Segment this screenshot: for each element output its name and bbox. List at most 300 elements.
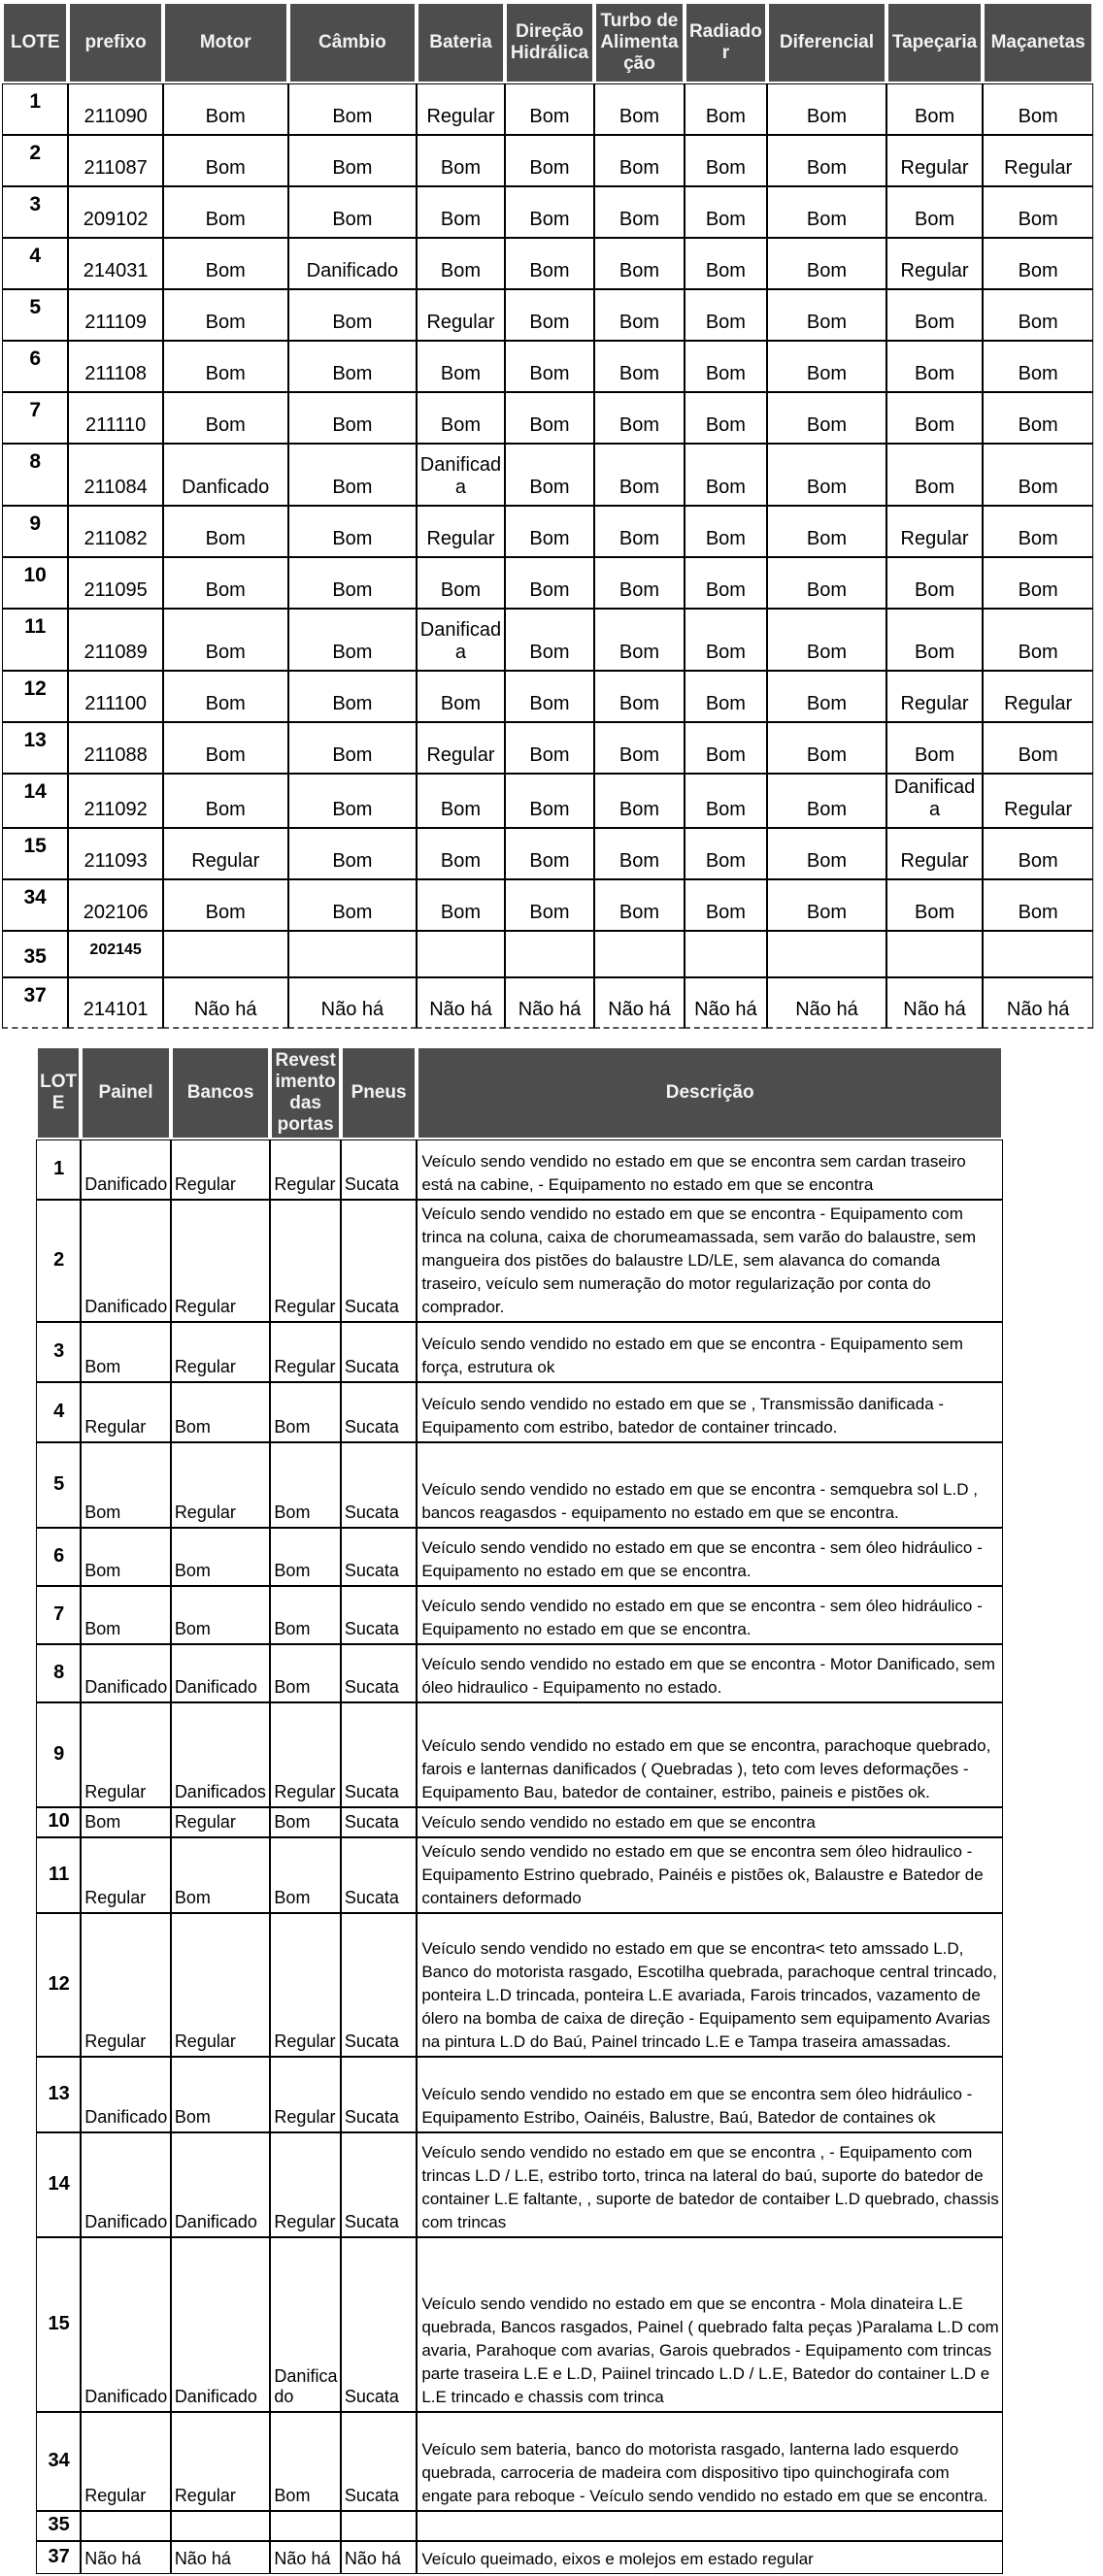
diferencial-cell: Bom [767,186,886,238]
bancos-cell: Regular [171,1200,271,1322]
bateria-cell: Bom [417,879,504,931]
macanetas-cell [983,931,1093,977]
table-row [36,1382,1003,1442]
cambio-cell: Bom [288,506,418,557]
descricao-cell: Veículo sendo vendido no estado em que se encontra sem óleo hidraulico - Equipamento Estrino quebrado, Painéis e pistões ok, Balaustre e Batedor de containers deformado [417,1837,1003,1913]
direcao-cell: Bom [505,506,594,557]
vehicle-mechanical-condition-table [2,2,1093,1029]
header-bateria: Bateria [417,2,504,83]
tapecaria-cell: Regular [886,135,984,186]
motor-cell: Bom [163,671,288,722]
bancos-cell: Danificados [171,1702,271,1807]
cambio-cell: Bom [288,557,418,609]
table-row [2,722,1093,774]
table1-header-row [2,2,1093,83]
pneus-cell: Sucata [341,2412,417,2511]
pneus-cell: Sucata [341,1322,417,1382]
direcao-cell: Bom [505,186,594,238]
motor-cell: Bom [163,506,288,557]
motor-cell: Não há [163,977,288,1029]
motor-cell: Bom [163,557,288,609]
bateria-cell: Regular [417,506,504,557]
table-row [36,2412,1003,2511]
cambio-cell: Bom [288,341,418,392]
macanetas-cell: Bom [983,879,1093,931]
cambio-cell: Bom [288,879,418,931]
diferencial-cell: Bom [767,392,886,444]
radiador-cell: Bom [685,609,767,671]
cambio-cell: Bom [288,609,418,671]
lote-cell: 2 [2,135,68,186]
pneus-cell [341,2511,417,2541]
descricao-cell: Veículo sendo vendido no estado em que se encontra - Motor Danificado, sem óleo hidraulico - Equipamento no estado. [417,1644,1003,1702]
lote-cell: 13 [36,2057,81,2132]
direcao-cell: Bom [505,238,594,289]
revestimento-cell: Bom [270,1382,340,1442]
pneus-cell: Sucata [341,1807,417,1837]
turbo-cell: Bom [594,828,684,879]
cambio-cell: Bom [288,83,418,135]
bancos-cell [171,2511,271,2541]
direcao-cell: Bom [505,135,594,186]
tapecaria-cell [886,931,984,977]
painel-cell: Bom [81,1322,171,1382]
turbo-cell: Bom [594,238,684,289]
pneus-cell: Sucata [341,1702,417,1807]
prefixo-cell: 211110 [68,392,163,444]
descricao-cell [417,2511,1003,2541]
descricao-cell: Veículo sendo vendido no estado em que se encontra - sem óleo hidráulico - Equipamento no estado em que se encontra. [417,1528,1003,1586]
header-diferencial: Diferencial [767,2,886,83]
table-row [2,83,1093,135]
table-row [2,444,1093,506]
painel-cell: Danificado [81,2057,171,2132]
bateria-cell: Bom [417,341,504,392]
pneus-cell: Sucata [341,2132,417,2237]
tapecaria-cell: Regular [886,828,984,879]
pneus-cell: Sucata [341,1644,417,1702]
pneus-cell: Não há [341,2541,417,2574]
table-row [2,828,1093,879]
table-row [2,341,1093,392]
diferencial-cell: Bom [767,879,886,931]
motor-cell: Bom [163,83,288,135]
descricao-cell: Veículo sendo vendido no estado em que se encontra , - Equipamento com trincas L.D / L.E, estribo torto, trinca na lateral do baú, suporte do batedor de container L.E faltante, , suporte de batedor de contaiber L.D quebrado, chassis com trincas [417,2132,1003,2237]
direcao-cell: Bom [505,774,594,828]
turbo-cell: Bom [594,135,684,186]
lote-cell: 9 [36,1702,81,1807]
header-painel: Painel [81,1046,171,1139]
table2-body [36,1139,1003,2574]
bancos-cell: Danificado [171,2132,271,2237]
table-row [2,506,1093,557]
turbo-cell: Bom [594,289,684,341]
table-row [36,1139,1003,1200]
macanetas-cell: Bom [983,722,1093,774]
bancos-cell: Regular [171,1139,271,1200]
painel-cell: Regular [81,1913,171,2057]
turbo-cell [594,931,684,977]
descricao-cell: Veículo sem bateria, banco do motorista rasgado, lanterna lado esquerdo quebrada, carroceria de madeira com dispositivo tipo quinchogirafa com engate para reboque - Veículo sendo vendido no estado em que se encontra. [417,2412,1003,2511]
revestimento-cell: Bom [270,1837,340,1913]
pneus-cell: Sucata [341,1528,417,1586]
prefixo-cell: 202145 [68,931,163,977]
direcao-cell: Bom [505,392,594,444]
lote-cell: 1 [2,83,68,135]
table-row [2,238,1093,289]
revestimento-cell: Danificado [270,2237,340,2412]
table-row [2,557,1093,609]
descricao-cell: Veículo sendo vendido no estado em que se encontra - sem óleo hidráulico - Equipamento no estado em que se encontra. [417,1586,1003,1644]
turbo-cell: Bom [594,609,684,671]
bateria-cell: Danificada [417,444,504,506]
macanetas-cell: Bom [983,392,1093,444]
lote-cell: 5 [36,1442,81,1528]
table-row [36,1644,1003,1702]
descricao-cell: Veículo sendo vendido no estado em que se , Transmissão danificada - Equipamento com estribo, batedor de container trincado. [417,1382,1003,1442]
tapecaria-cell: Regular [886,506,984,557]
motor-cell [163,931,288,977]
header-cambio: Câmbio [288,2,418,83]
turbo-cell: Bom [594,83,684,135]
bancos-cell: Bom [171,1382,271,1442]
table-row [36,2057,1003,2132]
radiador-cell: Não há [685,977,767,1029]
painel-cell: Bom [81,1807,171,1837]
table-row [36,1913,1003,2057]
cambio-cell: Bom [288,186,418,238]
lote-cell: 8 [2,444,68,506]
descricao-cell: Veículo queimado, eixos e molejos em estado regular [417,2541,1003,2574]
lote-cell: 12 [36,1913,81,2057]
diferencial-cell: Bom [767,722,886,774]
cambio-cell: Danificado [288,238,418,289]
table-row [36,1442,1003,1528]
bancos-cell: Regular [171,2412,271,2511]
motor-cell: Bom [163,609,288,671]
radiador-cell: Bom [685,444,767,506]
tapecaria-cell: Bom [886,392,984,444]
radiador-cell: Bom [685,557,767,609]
cambio-cell: Bom [288,671,418,722]
revestimento-cell: Regular [270,1913,340,2057]
motor-cell: Danficado [163,444,288,506]
motor-cell: Regular [163,828,288,879]
bancos-cell: Danificado [171,2237,271,2412]
prefixo-cell: 211087 [68,135,163,186]
lote-cell: 3 [36,1322,81,1382]
direcao-cell: Bom [505,289,594,341]
lote-cell: 10 [36,1807,81,1837]
lote-cell: 34 [2,879,68,931]
lote-cell: 35 [2,931,68,977]
descricao-cell: Veículo sendo vendido no estado em que se encontra - Equipamento sem força, estrutura ok [417,1322,1003,1382]
radiador-cell: Bom [685,238,767,289]
prefixo-cell: 211093 [68,828,163,879]
revestimento-cell: Regular [270,1200,340,1322]
cambio-cell: Bom [288,828,418,879]
prefixo-cell: 214101 [68,977,163,1029]
turbo-cell: Bom [594,722,684,774]
tapecaria-cell: Bom [886,289,984,341]
revestimento-cell: Bom [270,1586,340,1644]
diferencial-cell [767,931,886,977]
pneus-cell: Sucata [341,1837,417,1913]
diferencial-cell: Bom [767,135,886,186]
bancos-cell: Bom [171,1528,271,1586]
turbo-cell: Bom [594,774,684,828]
table-row [2,186,1093,238]
lote-cell: 35 [36,2511,81,2541]
table-row [2,609,1093,671]
tapecaria-cell: Regular [886,238,984,289]
diferencial-cell: Bom [767,774,886,828]
bancos-cell: Regular [171,1442,271,1528]
revestimento-cell: Regular [270,1139,340,1200]
descricao-cell: Veículo sendo vendido no estado em que se encontra [417,1807,1003,1837]
lote-cell: 1 [36,1139,81,1200]
table-row [36,1837,1003,1913]
radiador-cell: Bom [685,83,767,135]
direcao-cell: Bom [505,722,594,774]
turbo-cell: Bom [594,392,684,444]
bateria-cell: Bom [417,557,504,609]
painel-cell [81,2511,171,2541]
turbo-cell: Bom [594,671,684,722]
descricao-cell: Veículo sendo vendido no estado em que se encontra sem cardan traseiro está na cabine, - Equipamento no estado em que se encontra [417,1139,1003,1200]
pneus-cell: Sucata [341,1200,417,1322]
turbo-cell: Não há [594,977,684,1029]
macanetas-cell: Bom [983,289,1093,341]
tapecaria-cell: Bom [886,557,984,609]
table-row [36,1528,1003,1586]
table-row [2,392,1093,444]
lote-cell: 6 [36,1528,81,1586]
macanetas-cell: Bom [983,83,1093,135]
diferencial-cell: Bom [767,289,886,341]
pneus-cell: Sucata [341,1442,417,1528]
painel-cell: Bom [81,1586,171,1644]
bancos-cell: Não há [171,2541,271,2574]
prefixo-cell: 211109 [68,289,163,341]
turbo-cell: Bom [594,444,684,506]
radiador-cell [685,931,767,977]
revestimento-cell: Bom [270,2412,340,2511]
descricao-cell: Veículo sendo vendido no estado em que se encontra, parachoque quebrado, farois e lanternas danificados ( Quebradas ), teto com leves deformações - Equipamento Bau, batedor de container, estribo, paineis e pistões ok. [417,1702,1003,1807]
radiador-cell: Bom [685,392,767,444]
radiador-cell: Bom [685,506,767,557]
prefixo-cell: 209102 [68,186,163,238]
tapecaria-cell: Bom [886,341,984,392]
diferencial-cell: Bom [767,609,886,671]
motor-cell: Bom [163,341,288,392]
diferencial-cell: Não há [767,977,886,1029]
painel-cell: Regular [81,1702,171,1807]
motor-cell: Bom [163,135,288,186]
diferencial-cell: Bom [767,444,886,506]
cambio-cell: Bom [288,135,418,186]
tapecaria-cell: Bom [886,186,984,238]
cambio-cell: Bom [288,722,418,774]
table-row [2,135,1093,186]
lote-cell: 5 [2,289,68,341]
painel-cell: Bom [81,1528,171,1586]
prefixo-cell: 211084 [68,444,163,506]
prefixo-cell: 211082 [68,506,163,557]
header-tapecaria: Tapeçaria [886,2,984,83]
diferencial-cell: Bom [767,238,886,289]
bateria-cell: Bom [417,828,504,879]
motor-cell: Bom [163,186,288,238]
diferencial-cell: Bom [767,506,886,557]
table-row [36,1200,1003,1322]
lote-cell: 7 [36,1586,81,1644]
lote-cell: 37 [2,977,68,1029]
table-row [36,2237,1003,2412]
tapecaria-cell: Bom [886,879,984,931]
tapecaria-cell: Regular [886,671,984,722]
prefixo-cell: 211090 [68,83,163,135]
macanetas-cell: Bom [983,557,1093,609]
lote-cell: 3 [2,186,68,238]
painel-cell: Danificado [81,1200,171,1322]
diferencial-cell: Bom [767,557,886,609]
turbo-cell: Bom [594,341,684,392]
tapecaria-cell: Bom [886,83,984,135]
macanetas-cell: Bom [983,238,1093,289]
pneus-cell: Sucata [341,1382,417,1442]
header-prefixo: prefixo [68,2,163,83]
cambio-cell [288,931,418,977]
painel-cell: Danificado [81,1139,171,1200]
bateria-cell: Danificada [417,609,504,671]
turbo-cell: Bom [594,506,684,557]
header-bancos: Bancos [171,1046,271,1139]
cambio-cell: Bom [288,444,418,506]
revestimento-cell: Regular [270,2132,340,2237]
revestimento-cell: Bom [270,1644,340,1702]
radiador-cell: Bom [685,341,767,392]
revestimento-cell [270,2511,340,2541]
diferencial-cell: Bom [767,83,886,135]
revestimento-cell: Bom [270,1442,340,1528]
lote-cell: 4 [2,238,68,289]
header-turbo: Turbo de Alimentação [594,2,684,83]
header-lote: LOTE [36,1046,81,1139]
radiador-cell: Bom [685,135,767,186]
revestimento-cell: Bom [270,1807,340,1837]
bancos-cell: Regular [171,1913,271,2057]
radiador-cell: Bom [685,879,767,931]
prefixo-cell: 202106 [68,879,163,931]
table1-body [2,83,1093,1029]
header-lote: LOTE [2,2,68,83]
revestimento-cell: Regular [270,2057,340,2132]
table-row [2,879,1093,931]
lote-cell: 37 [36,2541,81,2574]
motor-cell: Bom [163,722,288,774]
painel-cell: Regular [81,1382,171,1442]
lote-cell: 14 [2,774,68,828]
direcao-cell: Bom [505,879,594,931]
painel-cell: Danificado [81,2237,171,2412]
lote-cell: 9 [2,506,68,557]
prefixo-cell: 211100 [68,671,163,722]
bancos-cell: Regular [171,1807,271,1837]
table-row [36,1322,1003,1382]
radiador-cell: Bom [685,186,767,238]
diferencial-cell: Bom [767,341,886,392]
bancos-cell: Danificado [171,1644,271,1702]
tapecaria-cell: Não há [886,977,984,1029]
macanetas-cell: Regular [983,774,1093,828]
header-revestimento: Revestimento das portas [270,1046,340,1139]
tapecaria-cell: Bom [886,722,984,774]
descricao-cell: Veículo sendo vendido no estado em que se encontra sem óleo hidráulico - Equipamento Estribo, Oainéis, Balustre, Baú, Batedor de containes ok [417,2057,1003,2132]
direcao-cell: Bom [505,444,594,506]
lote-cell: 11 [2,609,68,671]
motor-cell: Bom [163,879,288,931]
revestimento-cell: Bom [270,1528,340,1586]
table-row [36,1586,1003,1644]
direcao-cell [505,931,594,977]
prefixo-cell: 211089 [68,609,163,671]
table-row [36,1807,1003,1837]
macanetas-cell: Bom [983,506,1093,557]
lote-cell: 15 [36,2237,81,2412]
direcao-cell: Bom [505,83,594,135]
motor-cell: Bom [163,392,288,444]
header-direcao: Direção Hidrálica [505,2,594,83]
table-row [2,774,1093,828]
descricao-cell: Veículo sendo vendido no estado em que se encontra - semquebra sol L.D , bancos reagasdos - equipamento no estado em que se encontra. [417,1442,1003,1528]
lote-cell: 7 [2,392,68,444]
table-row [2,977,1093,1029]
table-row [36,2511,1003,2541]
bateria-cell: Regular [417,83,504,135]
radiador-cell: Bom [685,828,767,879]
motor-cell: Bom [163,774,288,828]
turbo-cell: Bom [594,879,684,931]
prefixo-cell: 211095 [68,557,163,609]
diferencial-cell: Bom [767,671,886,722]
header-radiador: Radiador [685,2,767,83]
table2-header [36,1046,1003,1139]
prefixo-cell: 211092 [68,774,163,828]
diferencial-cell: Bom [767,828,886,879]
vehicle-interior-description-table [36,1046,1003,2574]
cambio-cell: Não há [288,977,418,1029]
table-row [2,931,1093,977]
lote-cell: 14 [36,2132,81,2237]
macanetas-cell: Bom [983,341,1093,392]
table1-header [2,2,1093,83]
radiador-cell: Bom [685,722,767,774]
tapecaria-cell: Bom [886,609,984,671]
table-row [2,289,1093,341]
turbo-cell: Bom [594,186,684,238]
lote-cell: 11 [36,1837,81,1913]
bateria-cell: Bom [417,238,504,289]
macanetas-cell: Regular [983,671,1093,722]
painel-cell: Danificado [81,1644,171,1702]
bateria-cell: Não há [417,977,504,1029]
bancos-cell: Bom [171,1837,271,1913]
bateria-cell: Bom [417,392,504,444]
bateria-cell: Bom [417,186,504,238]
header-macanetas: Maçanetas [983,2,1093,83]
bateria-cell: Regular [417,289,504,341]
